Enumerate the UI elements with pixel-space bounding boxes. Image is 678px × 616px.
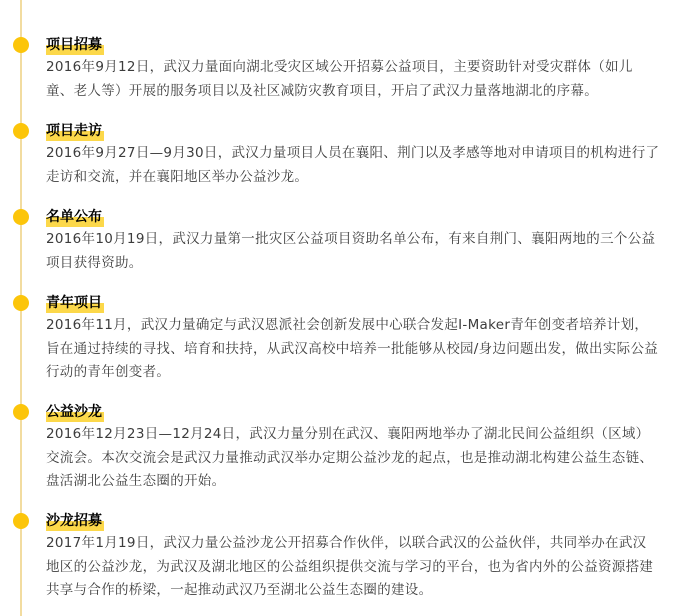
entry-text: 2016年9月12日，武汉力量面向湖北受灾区域公开招募公益项目，主要资助针对受灾群体（如儿童、老人等）开展的服务项目以及社区减防灾教育项目，开启了武汉力量落地湖北的序幕。 <box>46 59 633 99</box>
timeline-dot-icon <box>13 404 29 420</box>
entry-title: 项目走访 <box>46 123 102 139</box>
entry-title: 公益沙龙 <box>46 404 102 420</box>
entry-text: 2016年11月，武汉力量确定与武汉恩派社会创新发展中心联合发起I-Maker青年创变者培养计划，旨在通过持续的寻找、培育和扶持，从武汉高校中培养一批能够从校园/身边问题出发，做出实际公益行动的青年创变者。 <box>46 317 659 380</box>
timeline-dot-icon <box>13 37 29 53</box>
entry-title: 青年项目 <box>46 295 102 311</box>
entry-text: 2016年10月19日，武汉力量第一批灾区公益项目资助名单公布，有来自荆门、襄阳两地的三个公益项目获得资助。 <box>46 231 656 271</box>
entry-text: 2016年12月23日—12月24日，武汉力量分别在武汉、襄阳两地举办了湖北民间公益组织（区域）交流会。本次交流会是武汉力量推动武汉举办定期公益沙龙的起点，也是推动湖北构建公益生态链、盘活湖北公益生态圈的开始。 <box>46 426 654 489</box>
entry-title: 沙龙招募 <box>46 513 102 529</box>
entry-title: 名单公布 <box>46 209 102 225</box>
timeline-dot-icon <box>13 209 29 225</box>
timeline-dot-icon <box>13 295 29 311</box>
entry-text: 2016年9月27日—9月30日，武汉力量项目人员在襄阳、荆门以及孝感等地对申请项目的机构进行了走访和交流，并在襄阳地区举办公益沙龙。 <box>46 145 660 185</box>
entry-text: 2017年1月19日，武汉力量公益沙龙公开招募合作伙伴，以联合武汉的公益伙伴，共同举办在武汉地区的公益沙龙，为武汉及湖北地区的公益组织提供交流与学习的平台，也为省内外的公益资源搭建共享与合作的桥梁，一起推动武汉乃至湖北公益生态圈的建设。 <box>46 535 654 598</box>
timeline-dot-icon <box>13 513 29 529</box>
entry-title: 项目招募 <box>46 37 102 53</box>
timeline-dot-icon <box>13 123 29 139</box>
